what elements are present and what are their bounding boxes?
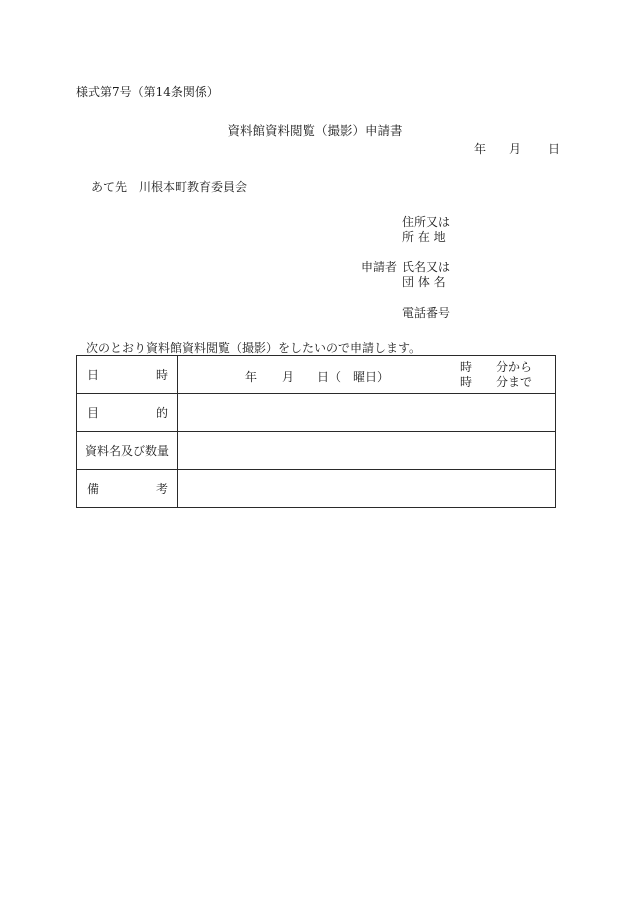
materials-input-cell[interactable] (178, 432, 556, 470)
remarks-label-right: 考 (155, 482, 168, 496)
datetime-year: 年 (245, 370, 258, 384)
address-label-2: 所 在 地 (402, 230, 446, 244)
table-row-purpose (77, 394, 556, 432)
remarks-label-left: 備 (87, 482, 100, 496)
datetime-time (460, 360, 532, 390)
applicant-block (361, 215, 450, 321)
date-day-label: 日 (548, 142, 561, 156)
phone-label: 電話番号 (402, 306, 451, 320)
name-label-2: 団 体 名 (402, 275, 446, 289)
table-row-datetime (77, 356, 556, 394)
datetime-date (245, 368, 389, 385)
form-number: 様式第7号（第14条関係） (76, 85, 219, 99)
intro-text: 次のとおり資料館資料閲覧（撮影）をしたいので申請します。 (86, 341, 422, 355)
document-title: 資料館資料閲覧（撮影）申請書 (227, 123, 403, 138)
purpose-label-left: 目 (87, 406, 100, 420)
purpose-label-right: 的 (155, 406, 168, 420)
date-line (474, 142, 560, 156)
phone-label-row (361, 306, 450, 321)
purpose-label-cell (77, 394, 178, 432)
addressee: あて先 川根本町教育委員会 (91, 180, 248, 194)
datetime-label-right: 時 (155, 368, 168, 382)
name-label-1: 氏名又は (402, 260, 451, 274)
remarks-input-cell[interactable] (178, 470, 556, 508)
address-label-1: 住所又は (402, 215, 451, 229)
name-label-row-2 (361, 275, 450, 290)
materials-label-cell (77, 432, 178, 470)
table-row-remarks (77, 470, 556, 508)
remarks-label-cell (77, 470, 178, 508)
table-row-materials (77, 432, 556, 470)
materials-label: 資料名及び数量 (84, 444, 169, 458)
name-label-row (361, 260, 450, 275)
time-from-hour: 時 (460, 360, 473, 374)
address-label-row-2 (361, 230, 450, 245)
address-label-row (361, 215, 450, 230)
datetime-label-cell (77, 356, 178, 394)
applicant-lead-label: 申請者 (361, 260, 398, 274)
time-to-min: 分まで (496, 375, 533, 389)
datetime-label-left: 日 (87, 368, 100, 382)
date-year-label: 年 (474, 142, 487, 156)
purpose-input-cell[interactable] (178, 394, 556, 432)
application-table (76, 355, 556, 508)
time-to-hour: 時 (460, 375, 473, 389)
time-from-min: 分から (496, 360, 533, 374)
date-month-label: 月 (509, 142, 522, 156)
datetime-month: 月 (282, 370, 295, 384)
datetime-input-cell[interactable] (178, 356, 556, 394)
datetime-day: 日（ 曜日） (317, 370, 390, 384)
